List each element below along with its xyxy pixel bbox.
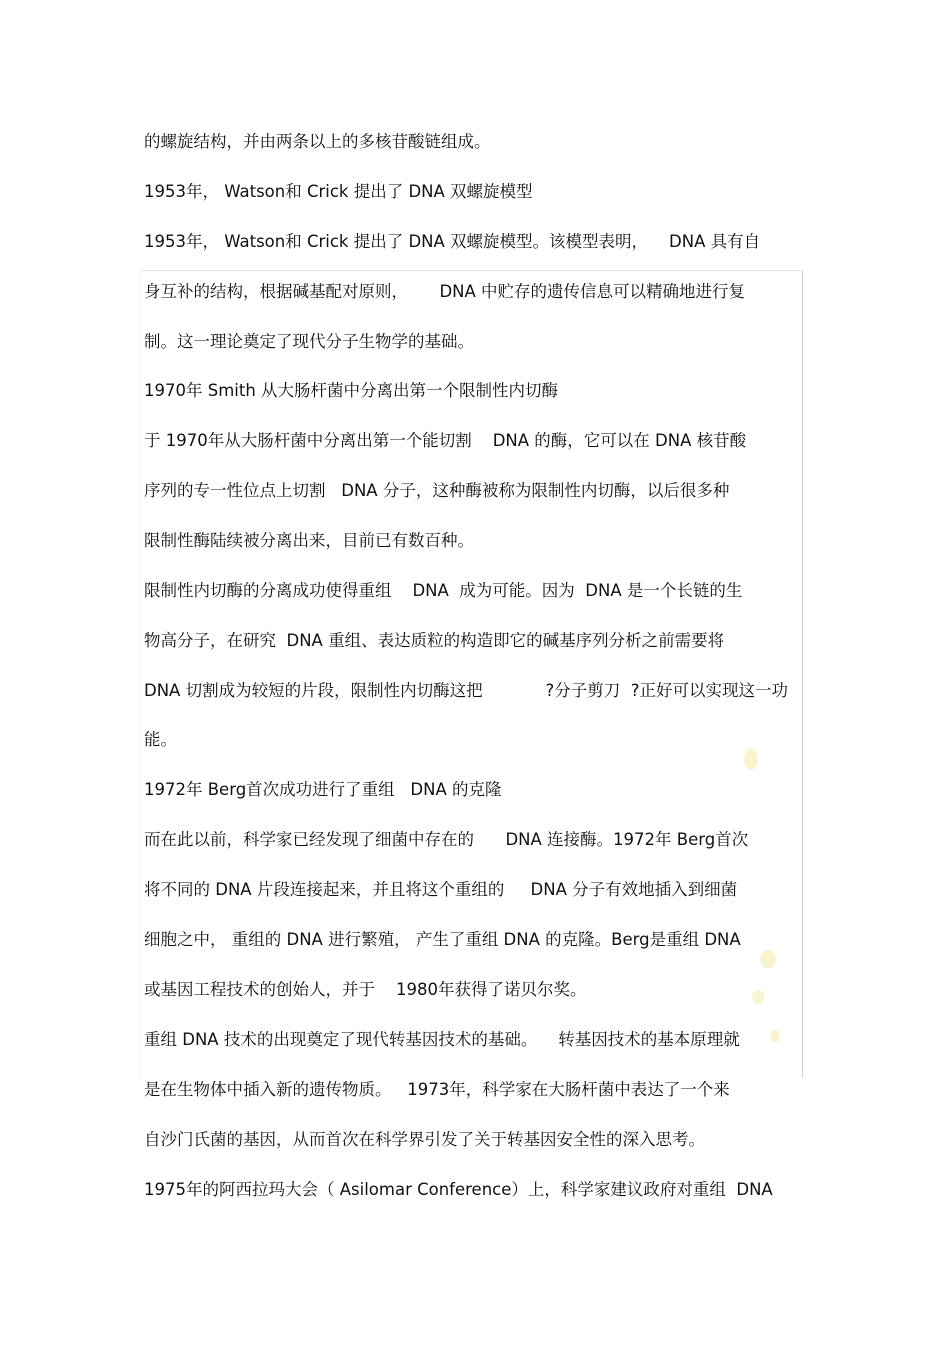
paper-stain [744,748,758,770]
paper-stain [770,1030,780,1042]
text-line: 1975年的阿西拉玛大会（ Asilomar Conference）上，科学家建议政府对重组 DNA [144,1180,773,1199]
text-line: 细胞之中， 重组的 DNA 进行繁殖， 产生了重组 DNA 的克隆。Berg是重组 DNA [144,930,741,949]
text-line: DNA 切割成为较短的片段，限制性内切酶这把 ?分子剪刀 ?正好可以实现这一功 [144,681,789,700]
text-line: 1953年， Watson和 Crick 提出了 DNA 双螺旋模型 [144,182,533,201]
paper-stain [752,990,764,1004]
paper-stain [760,950,776,968]
text-line: 制。这一理论奠定了现代分子生物学的基础。 [144,332,474,351]
text-line: 的螺旋结构，并由两条以上的多核苷酸链组成。 [144,132,491,151]
text-line: 1970年 Smith 从大肠杆菌中分离出第一个限制性内切酶 [144,381,559,400]
text-line: 身互补的结构，根据碱基配对原则， DNA 中贮存的遗传信息可以精确地进行复 [144,282,746,301]
text-line: 重组 DNA 技术的出现奠定了现代转基因技术的基础。 转基因技术的基本原理就 [144,1030,740,1049]
text-line: 于 1970年从大肠杆菌中分离出第一个能切割 DNA 的酶，它可以在 DNA 核苷酸 [144,431,747,450]
scan-frame-left-edge [140,270,141,1078]
text-line: 1953年， Watson和 Crick 提出了 DNA 双螺旋模型。该模型表明， DNA 具有自 [144,232,761,251]
text-line: 能。 [144,730,177,749]
text-line: 限制性酶陆续被分离出来，目前已有数百种。 [144,531,474,550]
text-line: 1972年 Berg首次成功进行了重组 DNA 的克隆 [144,780,502,799]
text-line: 或基因工程技术的创始人，并于 1980年获得了诺贝尔奖。 [144,980,587,999]
text-line: 是在生物体中插入新的遗传物质。 1973年，科学家在大肠杆菌中表达了一个来 [144,1080,730,1099]
text-line: 自沙门氏菌的基因，从而首次在科学界引发了关于转基因安全性的深入思考。 [144,1130,705,1149]
text-line: 序列的专一性位点上切割 DNA 分子，这种酶被称为限制性内切酶，以后很多种 [144,481,730,500]
text-line: 将不同的 DNA 片段连接起来，并且将这个重组的 DNA 分子有效地插入到细菌 [144,880,738,899]
text-line: 而在此以前，科学家已经发现了细菌中存在的 DNA 连接酶。1972年 Berg首次 [144,830,749,849]
text-line: 限制性内切酶的分离成功使得重组 DNA 成为可能。因为 DNA 是一个长链的生 [144,581,743,600]
text-line: 物高分子，在研究 DNA 重组、表达质粒的构造即它的碱基序列分析之前需要将 [144,631,725,650]
